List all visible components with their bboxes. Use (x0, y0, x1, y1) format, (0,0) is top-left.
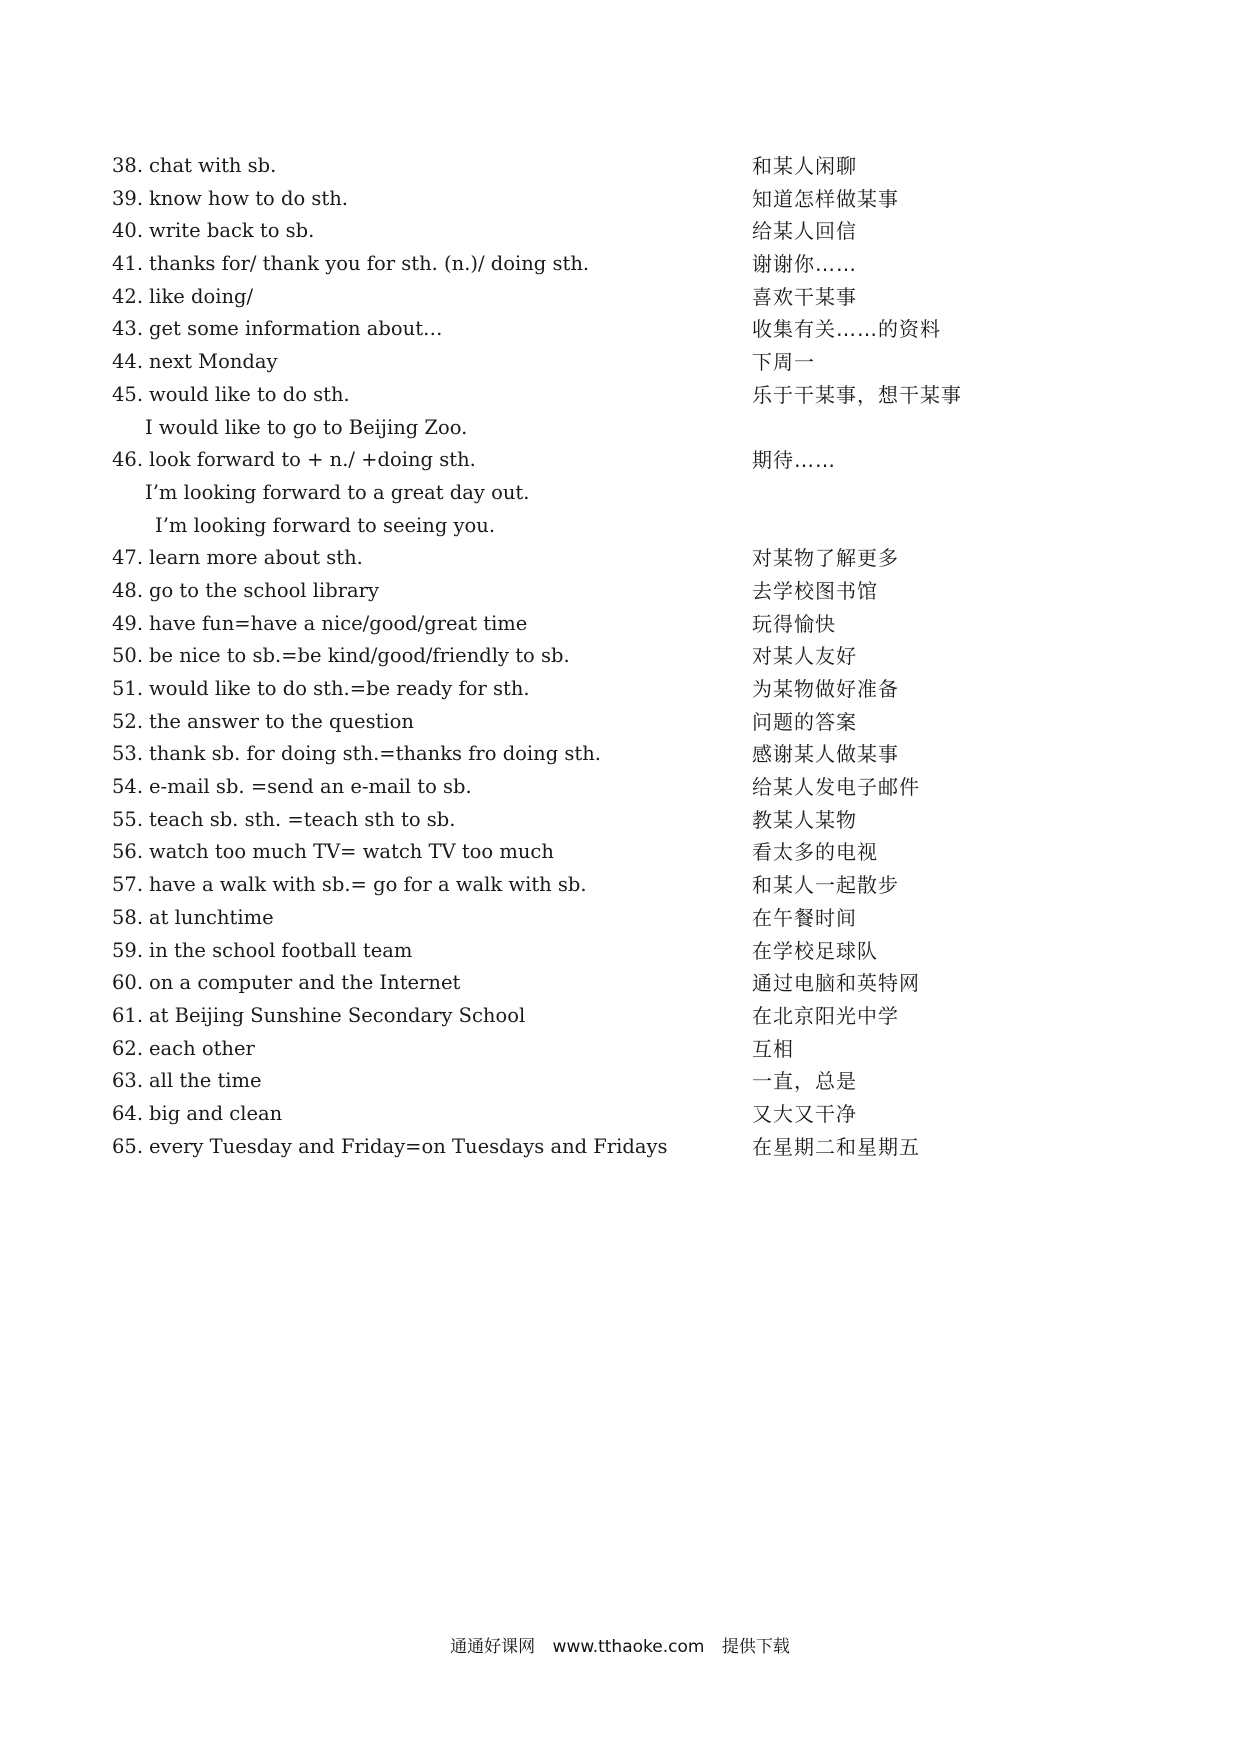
phrase-number: 42. (112, 284, 144, 308)
phrase-english (112, 542, 363, 575)
phrase-number: 58. (112, 905, 144, 929)
phrase-english-text: write back to sb. (149, 219, 315, 243)
phrase-row (112, 1098, 1112, 1131)
phrase-row (112, 575, 1112, 608)
phrase-chinese: 感谢某人做某事 (752, 742, 899, 767)
phrase-english-text: get some information about… (149, 317, 443, 341)
phrase-english (112, 967, 460, 1000)
phrase-row (112, 804, 1112, 837)
phrase-chinese: 收集有关……的资料 (752, 317, 941, 342)
phrase-number: 65. (112, 1134, 144, 1158)
phrase-row (112, 673, 1112, 706)
phrase-row (112, 346, 1112, 379)
phrase-row (112, 771, 1112, 804)
phrase-english-text: would like to do sth. (149, 382, 350, 406)
phrase-row (112, 608, 1112, 641)
phrase-english (112, 313, 443, 346)
phrase-english-text: thanks for/ thank you for sth. (n.)/ doing sth. (149, 252, 590, 276)
phrase-chinese: 对某人友好 (752, 644, 857, 669)
phrase-number: 52. (112, 709, 144, 733)
phrase-english-text: go to the school library (149, 578, 379, 602)
phrase-row (112, 869, 1112, 902)
phrase-row (112, 444, 1112, 477)
phrase-english (112, 444, 476, 477)
phrase-row (112, 640, 1112, 673)
phrase-chinese: 在星期二和星期五 (752, 1134, 920, 1159)
phrase-english (112, 248, 589, 281)
phrase-row (112, 379, 1112, 412)
phrase-english (112, 869, 587, 902)
phrase-number: 41. (112, 252, 144, 276)
phrase-english (112, 836, 554, 869)
phrase-english-text: look forward to + n./ +doing sth. (149, 448, 476, 472)
phrase-row (112, 248, 1112, 281)
phrase-number: 60. (112, 971, 144, 995)
phrase-english (112, 771, 472, 804)
phrase-number: 64. (112, 1101, 144, 1125)
phrase-english (112, 215, 314, 248)
phrase-english-text: next Monday (149, 350, 278, 374)
phrase-chinese: 喜欢干某事 (752, 284, 857, 309)
phrase-english-text: be nice to sb.=be kind/good/friendly to sb. (149, 644, 570, 668)
phrase-row (112, 542, 1112, 575)
phrase-number: 48. (112, 578, 144, 602)
phrase-chinese: 给某人发电子邮件 (752, 775, 920, 800)
phrase-english (112, 738, 601, 771)
phrase-english (112, 706, 414, 739)
phrase-number: 38. (112, 154, 144, 177)
phrase-english (112, 1065, 262, 1098)
phrase-english-text: know how to do sth. (149, 186, 349, 210)
phrase-english (112, 1131, 668, 1164)
phrase-english-text: have fun=have a nice/good/great time (149, 611, 528, 635)
phrase-english (112, 183, 348, 216)
phrase-row (112, 150, 1112, 183)
phrase-english (112, 1000, 525, 1033)
phrase-number: 57. (112, 873, 144, 897)
phrase-row (112, 1033, 1112, 1066)
phrase-english-text: at lunchtime (149, 905, 274, 929)
phrase-english (112, 673, 530, 706)
phrase-english-text: the answer to the question (149, 709, 414, 733)
phrase-row (112, 215, 1112, 248)
phrase-row (112, 706, 1112, 739)
phrase-english-text: have a walk with sb.= go for a walk with sb. (149, 873, 587, 897)
phrase-row (112, 1000, 1112, 1033)
phrase-row (112, 1065, 1112, 1098)
phrase-chinese: 又大又干净 (752, 1101, 857, 1126)
phrase-number: 46. (112, 448, 144, 472)
phrase-number: 50. (112, 644, 144, 668)
phrase-english-text: big and clean (149, 1101, 283, 1125)
phrase-number: 59. (112, 938, 144, 962)
phrase-english-text: like doing/ (149, 284, 254, 308)
phrase-row (112, 738, 1112, 771)
phrase-english-text: chat with sb. (149, 154, 277, 177)
phrase-list (112, 150, 1112, 1163)
phrase-english (112, 346, 278, 379)
phrase-english-text: every Tuesday and Friday=on Tuesdays and Fridays (149, 1134, 668, 1158)
phrase-row (112, 183, 1112, 216)
phrase-chinese: 一直，总是 (752, 1069, 857, 1094)
phrase-number: 51. (112, 677, 144, 700)
footer-action: 提供下载 (721, 1637, 790, 1657)
phrase-row (112, 902, 1112, 935)
phrase-number: 62. (112, 1036, 144, 1060)
phrase-english-text: on a computer and the Internet (149, 971, 461, 995)
phrase-english (112, 640, 570, 673)
phrase-english (112, 379, 350, 412)
phrase-english (112, 804, 455, 837)
phrase-chinese: 互相 (752, 1036, 794, 1061)
phrase-english-text: would like to do sth.=be ready for sth. (149, 677, 530, 700)
phrase-number: 45. (112, 382, 144, 406)
example-sentence: I would like to go to Beijing Zoo. (145, 415, 468, 439)
phrase-chinese: 在学校足球队 (752, 938, 878, 963)
example-sentence: I’m looking forward to a great day out. (145, 480, 530, 504)
phrase-chinese: 下周一 (752, 350, 815, 375)
phrase-number: 44. (112, 350, 144, 374)
phrase-english-text: e-mail sb. =send an e-mail to sb. (149, 775, 472, 799)
phrase-chinese: 去学校图书馆 (752, 578, 878, 603)
example-sentence: I’m looking forward to seeing you. (155, 513, 496, 537)
phrase-chinese: 和某人一起散步 (752, 873, 899, 898)
phrase-chinese: 对某物了解更多 (752, 546, 899, 571)
phrase-row (112, 967, 1112, 1000)
page-footer (0, 1632, 1240, 1657)
phrase-english (112, 608, 527, 641)
phrase-chinese: 教某人某物 (752, 807, 857, 832)
phrase-number: 49. (112, 611, 144, 635)
phrase-english (112, 902, 274, 935)
phrase-number: 39. (112, 186, 144, 210)
phrase-english-text: thank sb. for doing sth.=thanks fro doing sth. (149, 742, 601, 766)
phrase-english (112, 281, 253, 314)
phrase-chinese: 乐于干某事，想干某事 (752, 382, 962, 407)
footer-site-name: 通通好课网 (450, 1637, 536, 1657)
phrase-number: 55. (112, 807, 144, 831)
phrase-english (112, 1033, 255, 1066)
phrase-number: 53. (112, 742, 144, 766)
phrase-chinese: 和某人闲聊 (752, 154, 857, 178)
phrase-english-text: in the school football team (149, 938, 413, 962)
phrase-chinese: 在午餐时间 (752, 905, 857, 930)
phrase-chinese: 为某物做好准备 (752, 677, 899, 701)
phrase-english (112, 935, 412, 968)
phrase-row (112, 1131, 1112, 1164)
phrase-english-text: at Beijing Sunshine Secondary School (149, 1003, 526, 1027)
phrase-number: 54. (112, 775, 144, 799)
phrase-number: 63. (112, 1069, 144, 1093)
phrase-number: 56. (112, 840, 144, 864)
phrase-english (112, 1098, 282, 1131)
phrase-chinese: 在北京阳光中学 (752, 1003, 899, 1028)
phrase-chinese: 给某人回信 (752, 219, 857, 244)
phrase-chinese: 谢谢你…… (752, 252, 857, 277)
phrase-english (112, 150, 276, 183)
phrase-chinese: 看太多的电视 (752, 840, 878, 865)
phrase-english-text: teach sb. sth. =teach sth to sb. (149, 807, 456, 831)
phrase-row (112, 281, 1112, 314)
footer-url[interactable]: www.tthaoke.com (552, 1637, 705, 1657)
phrase-chinese: 问题的答案 (752, 709, 857, 734)
phrase-chinese: 通过电脑和英特网 (752, 971, 920, 996)
phrase-number: 43. (112, 317, 144, 341)
phrase-number: 47. (112, 546, 144, 570)
phrase-chinese: 知道怎样做某事 (752, 186, 899, 211)
phrase-number: 40. (112, 219, 144, 243)
phrase-english-text: watch too much TV= watch TV too much (149, 840, 554, 864)
phrase-english-text: each other (149, 1036, 255, 1060)
phrase-english (112, 575, 379, 608)
phrase-row (112, 313, 1112, 346)
phrase-row (112, 935, 1112, 968)
phrase-row (112, 836, 1112, 869)
phrase-english-text: learn more about sth. (149, 546, 363, 570)
phrase-number: 61. (112, 1003, 144, 1027)
phrase-english-text: all the time (149, 1069, 262, 1093)
phrase-chinese: 玩得愉快 (752, 611, 836, 636)
phrase-chinese: 期待…… (752, 448, 836, 473)
